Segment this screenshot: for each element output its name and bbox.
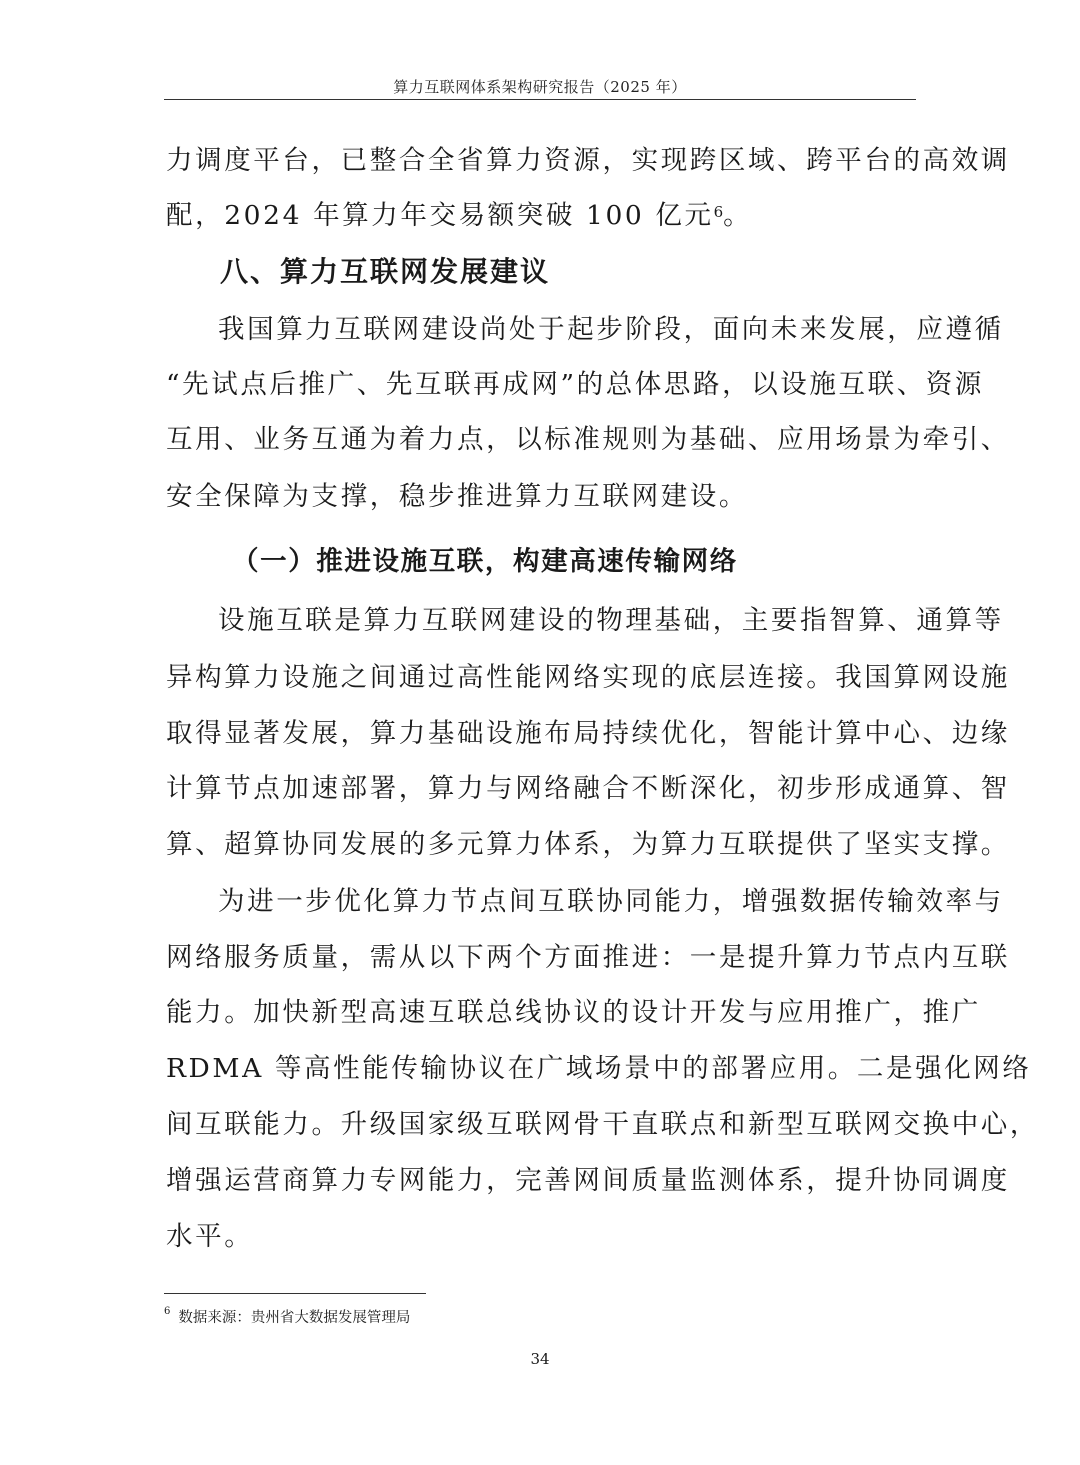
footnote-rule xyxy=(164,1293,426,1294)
text-line: 水平。 xyxy=(166,1221,254,1252)
text-line: 取得显著发展，算力基础设施布局持续优化，智能计算中心、边缘 xyxy=(166,718,1010,749)
page-number: 34 xyxy=(530,1350,550,1368)
text-line: “先试点后推广、先互联再成网”的总体思路，以设施互联、资源 xyxy=(166,369,984,400)
text-line: 互用、业务互通为着力点，以标准规则为基础、应用场景为牵引、 xyxy=(166,424,1010,455)
text-line: 设施互联是算力互联网建设的物理基础，主要指智算、通算等 xyxy=(218,605,1004,636)
text-line: 计算节点加速部署，算力与网络融合不断深化，初步形成通算、智 xyxy=(166,773,1010,804)
text-line: 网络服务质量，需从以下两个方面推进：一是提升算力节点内互联 xyxy=(166,942,1010,973)
text-line: 为进一步优化算力节点间互联协同能力，增强数据传输效率与 xyxy=(218,886,1004,917)
text-span: 配，2024 年算力年交易额突破 100 亿元 xyxy=(166,200,714,231)
footnote-reference[interactable]: 6 xyxy=(713,203,724,221)
text-line: 力调度平台，已整合全省算力资源，实现跨区域、跨平台的高效调 xyxy=(166,145,1010,176)
text-line: 间互联能力。升级国家级互联网骨干直联点和新型互联网交换中心， xyxy=(166,1109,1039,1140)
text-line: 能力。加快新型高速互联总线协议的设计开发与应用推广，推广 xyxy=(166,997,981,1028)
text-line: 安全保障为支撑，稳步推进算力互联网建设。 xyxy=(166,481,748,512)
text-line: 增强运营商算力专网能力，完善网间质量监测体系，提升协同调度 xyxy=(166,1165,1010,1196)
text-line: RDMA 等高性能传输协议在广域场景中的部署应用。二是强化网络 xyxy=(166,1053,1032,1084)
text-line: 算、超算协同发展的多元算力体系，为算力互联提供了坚实支撑。 xyxy=(166,829,1010,860)
text-line: 我国算力互联网建设尚处于起步阶段，面向未来发展，应遵循 xyxy=(218,314,1004,345)
footnote xyxy=(164,1306,410,1327)
text-line: 异构算力设施之间通过高性能网络实现的底层连接。我国算网设施 xyxy=(166,662,1010,693)
section-heading: 八、算力互联网发展建议 xyxy=(220,255,551,288)
subsection-heading: （一）推进设施互联，构建高速传输网络 xyxy=(232,546,738,577)
footnote-text: 数据来源：贵州省大数据发展管理局 xyxy=(178,1310,411,1326)
text-span: 。 xyxy=(723,200,753,231)
text-line xyxy=(166,199,752,233)
footnote-number: 6 xyxy=(164,1306,171,1317)
header-rule xyxy=(164,99,916,100)
running-header: 算力互联网体系架构研究报告（2025 年） xyxy=(393,78,687,96)
